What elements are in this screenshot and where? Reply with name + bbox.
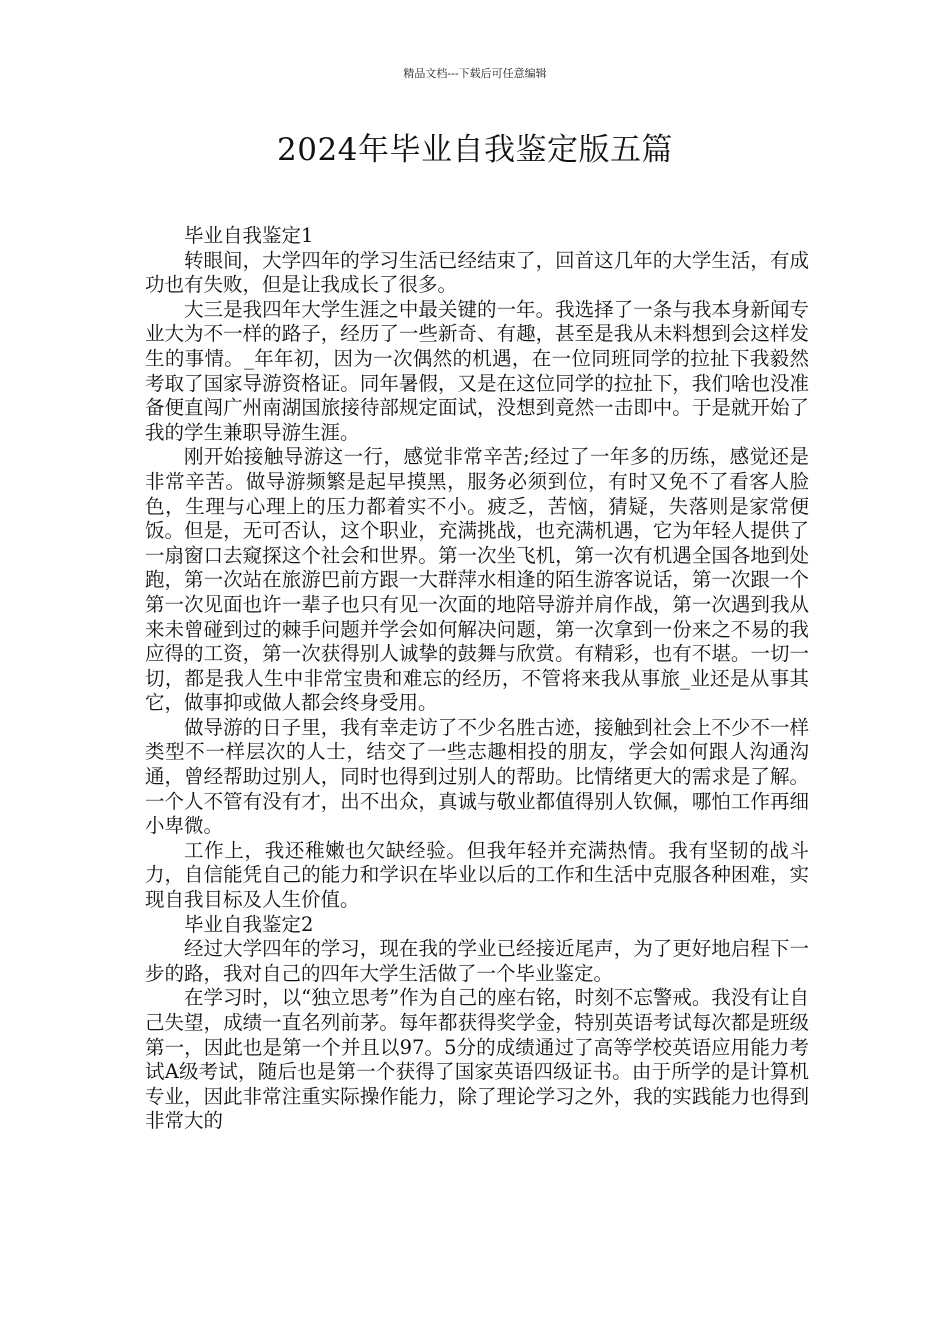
paragraph: 大三是我四年大学生涯之中最关键的一年。我选择了一条与我本身新闻专业大为不一样的路子，经历了一些新奇、有趣，甚至是我从未料想到会这样发生的事情。_年年初，因为一次偶然的机遇，在一位同班同学的拉扯下我毅然考取了国家导游资格证。同年暑假，又是在这位同学的拉扯下，我们啥也没准备便直闯广州南湖国旅接待部规定面试，没想到竟然一击即中。于是就开始了我的学生兼职导游生涯。 [145, 297, 809, 444]
paragraph: 做导游的日子里，我有幸走访了不少名胜古迹，接触到社会上不少不一样类型不一样层次的人士，结交了一些志趣相投的朋友，学会如何跟人沟通沟通，曾经帮助过别人，同时也得到过别人的帮助。比情绪更大的需求是了解。一个人不管有没有才，出不出众，真诚与敬业都值得别人钦佩，哪怕工作再细小卑微。 [145, 715, 809, 838]
section-heading-2: 毕业自我鉴定2 [184, 912, 314, 936]
section-heading-1: 毕业自我鉴定1 [184, 224, 314, 247]
document-body [145, 224, 809, 1134]
paragraph: 转眼间，大学四年的学习生活已经结束了，回首这几年的大学生活，有成功也有失败，但是让我成长了很多。 [145, 248, 809, 297]
paragraph: 工作上，我还稚嫩也欠缺经验。但我年轻并充满热情。我有坚韧的战斗力，自信能凭自己的能力和学识在毕业以后的工作和生活中克服各种困难，实现自我目标及人生价值。 [145, 838, 809, 912]
paragraph: 在学习时，以“独立思考”作为自己的座右铭，时刻不忘警戒。我没有让自己失望，成绩一直名列前茅。每年都获得奖学金，特别英语考试每次都是班级第一，因此也是第一个并且以97。5分的成绩通过了高等学校英语应用能力考试A级考试，随后也是第一个获得了国家英语四级证书。由于所学的是计算机专业，因此非常注重实际操作能力，除了理论学习之外，我的实践能力也得到非常大的 [145, 986, 809, 1133]
document-title: 2024年毕业自我鉴定版五篇 [277, 132, 673, 168]
paragraph: 刚开始接触导游这一行，感觉非常辛苦;经过了一年多的历练，感觉还是非常辛苦。做导游频繁是起早摸黑，服务必须到位，有时又免不了看客人脸色，生理与心理上的压力都着实不小。疲乏，苦恼，猜疑，失落则是家常便饭。但是，无可否认，这个职业，充满挑战，也充满机遇，它为年轻人提供了一扇窗口去窥探这个社会和世界。第一次坐飞机，第一次有机遇全国各地到处跑，第一次站在旅游巴前方跟一大群萍水相逢的陌生游客说话，第一次跟一个第一次见面也许一辈子也只有见一次面的地陪导游并肩作战，第一次遇到我从来未曾碰到过的棘手问题并学会如何解决问题，第一次拿到一份来之不易的我应得的工资，第一次获得别人诚挚的鼓舞与欣赏。有精彩，也有不堪。一切一切，都是我人生中非常宝贵和难忘的经历，不管将来我从事旅_业还是从事其它，做事抑或做人都会终身受用。 [145, 445, 809, 715]
paragraph: 经过大学四年的学习，现在我的学业已经接近尾声，为了更好地启程下一步的路，我对自己的四年大学生活做了一个毕业鉴定。 [145, 937, 809, 985]
page-header-note: 精品文档---下载后可任意编辑 [403, 67, 547, 80]
